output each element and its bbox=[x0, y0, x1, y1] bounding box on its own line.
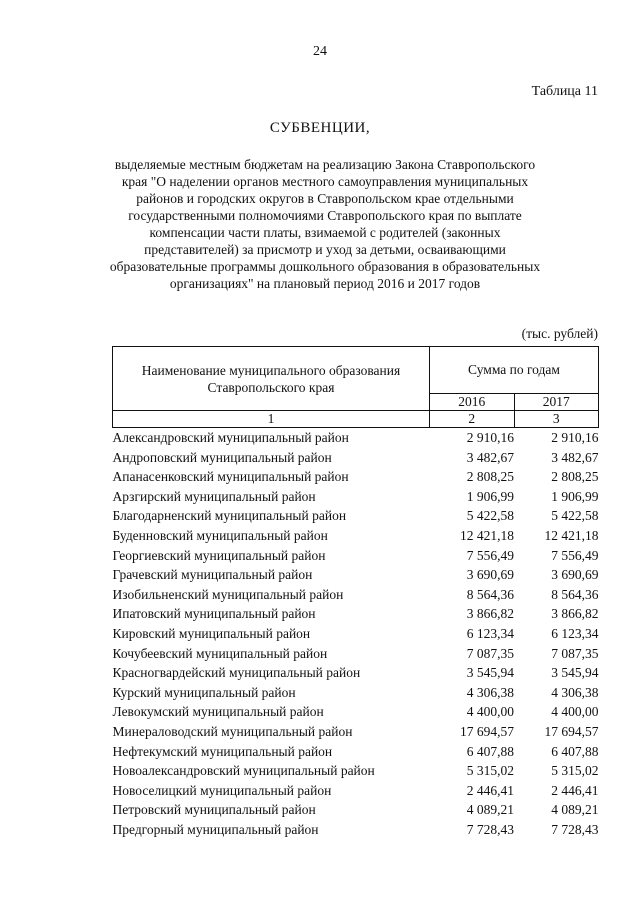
value-2016: 3 482,67 bbox=[466, 449, 514, 465]
document-subtitle: выделяемые местным бюджетам на реализацию Закона Ставропольского края "О наделении органов местного самоуправления муниципальных районов и городских округов в Ставропольском крае отдельными государственными полномочиями Ставропольского края по выплате компенсации части платы, взимаемой с родителей (законных представителей) за присмотр и уход за детьми, осваивающими образовательные программы дошкольного образования в образовательных организациях" на плановый период 2016 и 2017 годов bbox=[109, 157, 541, 291]
value-2016: 2 910,16 bbox=[466, 430, 514, 445]
table-row bbox=[113, 644, 599, 664]
table-row bbox=[113, 663, 599, 683]
municipality-name: Петровский муниципальный район bbox=[112, 802, 316, 818]
subsidies-table bbox=[112, 346, 599, 839]
municipality-name: Предгорный муниципальный район bbox=[112, 821, 319, 837]
value-2016: 4 400,00 bbox=[466, 704, 514, 720]
value-2017: 3 482,67 bbox=[551, 449, 599, 465]
value-2016: 6 123,34 bbox=[466, 625, 514, 641]
municipality-name: Ипатовский муниципальный район bbox=[112, 606, 316, 622]
value-2017: 4 089,21 bbox=[551, 802, 599, 818]
value-2016: 3 545,94 bbox=[466, 665, 514, 681]
value-2017: 12 421,18 bbox=[544, 527, 599, 543]
value-2016: 3 690,69 bbox=[466, 567, 514, 583]
municipality-name: Курский муниципальный район bbox=[112, 684, 296, 700]
table-row bbox=[113, 820, 599, 840]
value-2017: 7 556,49 bbox=[551, 547, 599, 563]
table-row bbox=[113, 761, 599, 781]
table-row bbox=[113, 526, 599, 546]
table-row bbox=[113, 506, 599, 526]
value-2017: 7 087,35 bbox=[551, 645, 599, 661]
value-2017: 17 694,57 bbox=[544, 723, 599, 739]
table-row bbox=[113, 702, 599, 722]
value-2017: 2 446,41 bbox=[551, 782, 599, 798]
municipality-name: Грачевский муниципальный район bbox=[112, 567, 313, 583]
table-row bbox=[113, 448, 599, 468]
municipality-name: Александровский муниципальный район bbox=[112, 430, 349, 445]
table-row bbox=[113, 624, 599, 644]
value-2017: 4 306,38 bbox=[551, 684, 599, 700]
table-row bbox=[113, 428, 599, 448]
page-number: 24 bbox=[313, 44, 327, 59]
municipality-name: Изобильненский муниципальный район bbox=[112, 586, 344, 602]
value-2017: 7 728,43 bbox=[551, 821, 599, 837]
header-year-2016: 2016 bbox=[430, 394, 515, 411]
municipality-name: Арзгирский муниципальный район bbox=[112, 488, 316, 504]
municipality-name: Красногвардейский муниципальный район bbox=[112, 665, 361, 681]
value-2016: 7 556,49 bbox=[466, 547, 514, 563]
table-row bbox=[113, 800, 599, 820]
value-2016: 4 089,21 bbox=[466, 802, 514, 818]
value-2016: 7 087,35 bbox=[466, 645, 514, 661]
value-2017: 3 690,69 bbox=[551, 567, 599, 583]
value-2017: 6 407,88 bbox=[551, 743, 599, 759]
table-row bbox=[113, 585, 599, 605]
value-2016: 7 728,43 bbox=[466, 821, 514, 837]
table-body bbox=[113, 428, 599, 840]
table-label: Таблица 11 bbox=[531, 84, 598, 99]
municipality-name: Кировский муниципальный район bbox=[112, 625, 311, 641]
value-2017: 3 545,94 bbox=[551, 665, 599, 681]
table-row bbox=[113, 781, 599, 801]
value-2017: 3 866,82 bbox=[551, 606, 599, 622]
header-col-3: 3 bbox=[514, 411, 599, 428]
municipality-name: Буденновский муниципальный район bbox=[112, 527, 328, 543]
value-2016: 1 906,99 bbox=[466, 488, 514, 504]
value-2016: 2 808,25 bbox=[466, 469, 514, 485]
municipality-name: Кочубеевский муниципальный район bbox=[112, 645, 328, 661]
value-2017: 2 910,16 bbox=[551, 430, 599, 445]
value-2016: 17 694,57 bbox=[460, 723, 514, 739]
municipality-name: Андроповский муниципальный район bbox=[112, 449, 332, 465]
municipality-name: Левокумский муниципальный район bbox=[112, 704, 324, 720]
value-2016: 5 315,02 bbox=[466, 763, 514, 779]
municipality-name: Минераловодский муниципальный район bbox=[112, 723, 353, 739]
header-col-2: 2 bbox=[430, 411, 515, 428]
table-row bbox=[113, 487, 599, 507]
value-2017: 4 400,00 bbox=[551, 704, 599, 720]
value-2016: 8 564,36 bbox=[466, 586, 514, 602]
municipality-name: Новоселицкий муниципальный район bbox=[112, 782, 332, 798]
table-row bbox=[113, 546, 599, 566]
header-municipality: Наименование муниципального образования Ставропольского края bbox=[113, 347, 430, 411]
table-row bbox=[113, 683, 599, 703]
value-2017: 6 123,34 bbox=[551, 625, 599, 641]
document-title: СУБВЕНЦИИ, bbox=[269, 120, 371, 136]
table-row bbox=[113, 467, 599, 487]
value-2016: 12 421,18 bbox=[460, 527, 514, 543]
municipality-name: Апанасенковский муниципальный район bbox=[112, 469, 349, 485]
header-year-2017: 2017 bbox=[514, 394, 599, 411]
municipality-name: Благодарненский муниципальный район bbox=[112, 508, 347, 524]
value-2016: 3 866,82 bbox=[466, 606, 514, 622]
value-2016: 2 446,41 bbox=[466, 782, 514, 798]
table-row bbox=[113, 604, 599, 624]
value-2017: 5 422,58 bbox=[551, 508, 599, 524]
header-sum-by-years: Сумма по годам bbox=[430, 347, 599, 394]
table-row bbox=[113, 565, 599, 585]
value-2017: 2 808,25 bbox=[551, 469, 599, 485]
municipality-name: Нефтекумский муниципальный район bbox=[112, 743, 333, 759]
header-col-1: 1 bbox=[113, 411, 430, 428]
value-2016: 5 422,58 bbox=[466, 508, 514, 524]
value-2017: 8 564,36 bbox=[551, 586, 599, 602]
value-2016: 6 407,88 bbox=[466, 743, 514, 759]
table-row bbox=[113, 742, 599, 762]
municipality-name: Новоалександровский муниципальный район bbox=[112, 763, 375, 779]
value-2017: 5 315,02 bbox=[551, 763, 599, 779]
municipality-name: Георгиевский муниципальный район bbox=[112, 547, 326, 563]
table-row bbox=[113, 722, 599, 742]
value-2017: 1 906,99 bbox=[551, 488, 599, 504]
value-2016: 4 306,38 bbox=[466, 684, 514, 700]
units-label: (тыс. рублей) bbox=[521, 326, 598, 341]
